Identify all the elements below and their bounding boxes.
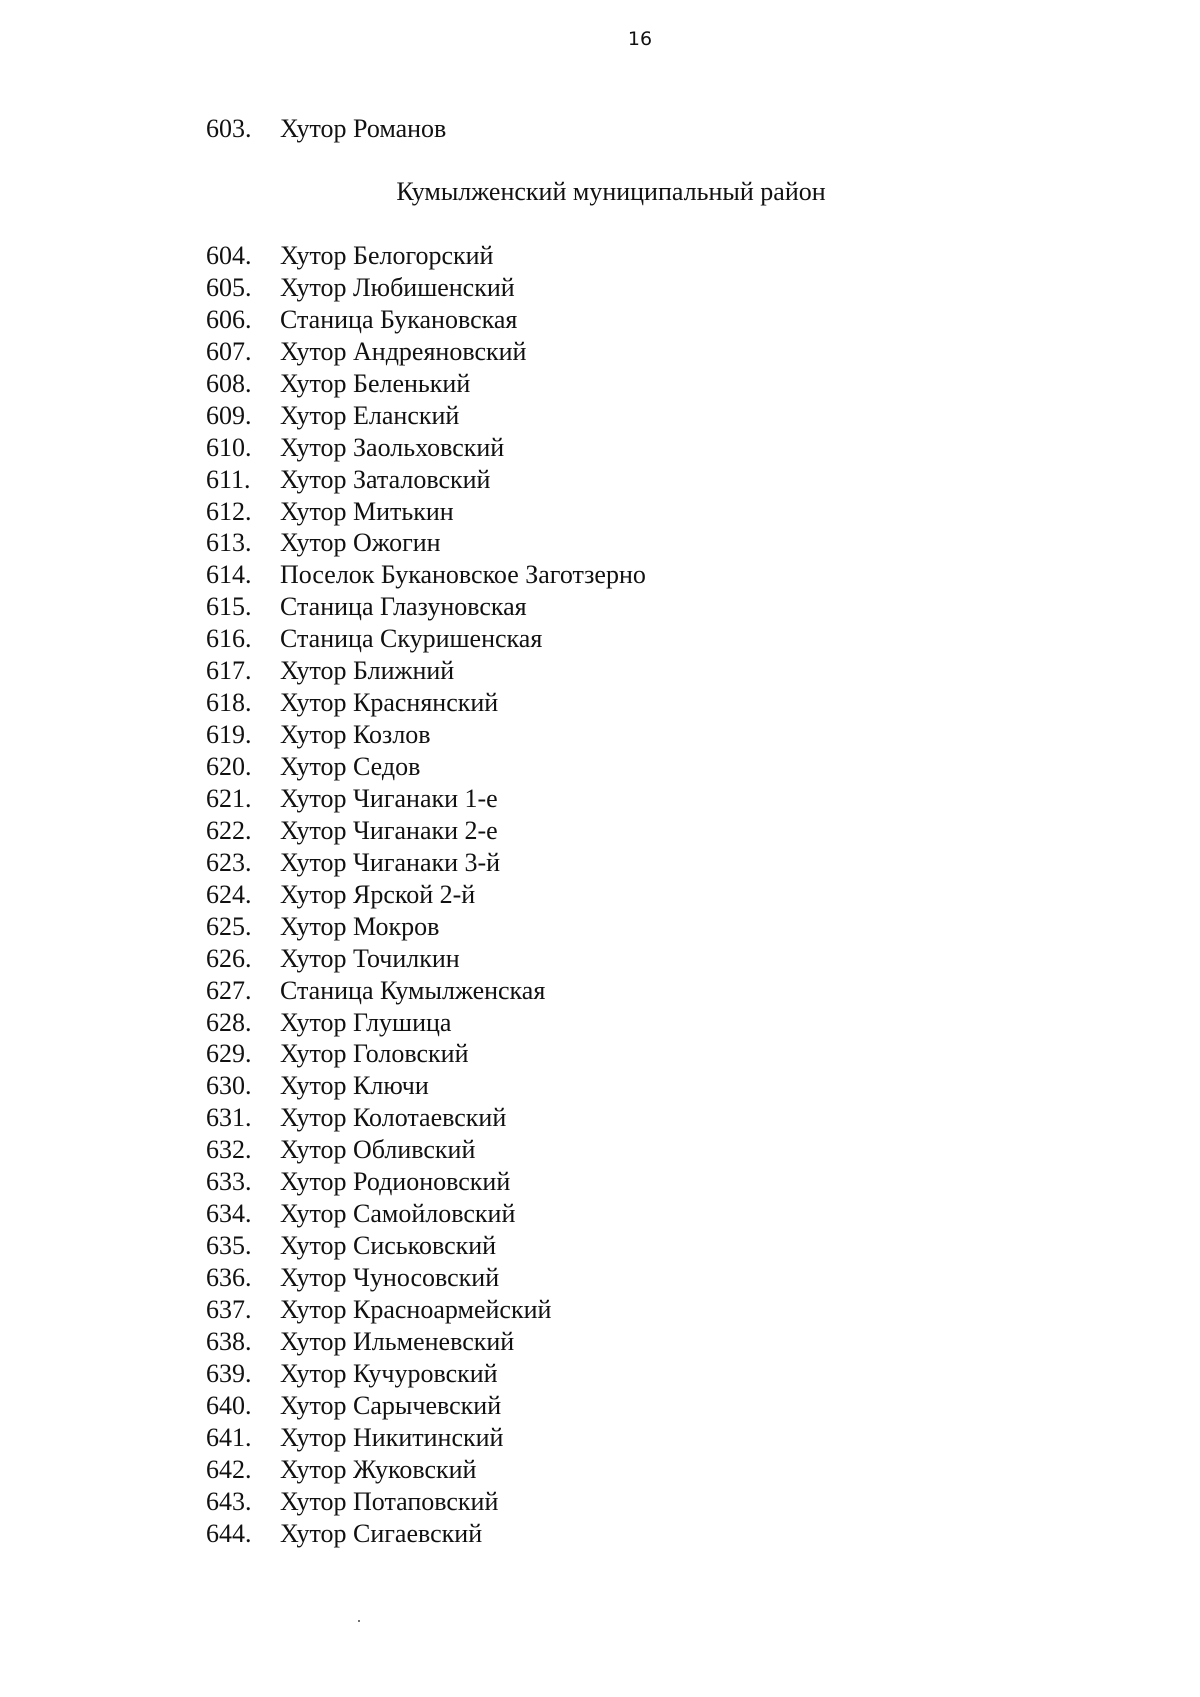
entry-name: Хутор Еланский bbox=[280, 400, 460, 430]
entry-number: 642. bbox=[206, 1454, 252, 1484]
list-item bbox=[206, 1422, 646, 1454]
list-item bbox=[206, 1230, 646, 1262]
list-item bbox=[206, 1134, 646, 1166]
list-item bbox=[206, 623, 646, 655]
entry-number: 611. bbox=[206, 464, 251, 494]
entry-number: 617. bbox=[206, 656, 252, 686]
entry-number: 605. bbox=[206, 272, 252, 302]
entry-number: 626. bbox=[206, 943, 252, 973]
list-item bbox=[206, 687, 646, 719]
entry-number: 606. bbox=[206, 304, 252, 334]
section-title: Кумылженский муниципальный район bbox=[396, 177, 826, 206]
list-item bbox=[206, 559, 646, 591]
entry-number: 614. bbox=[206, 560, 252, 590]
list-item bbox=[206, 719, 646, 751]
entry-number: 607. bbox=[206, 336, 252, 366]
entry-name: Хутор Чиганаки 1-е bbox=[280, 783, 498, 813]
entry-number: 641. bbox=[206, 1422, 252, 1452]
entry-name: Хутор Жуковский bbox=[280, 1454, 477, 1484]
entry-name: Станица Глазуновская bbox=[280, 592, 527, 622]
entry-number: 621. bbox=[206, 783, 252, 813]
entry-name: Хутор Заталовский bbox=[280, 464, 491, 494]
entry-number: 610. bbox=[206, 432, 252, 462]
entry-name: Хутор Головский bbox=[280, 1039, 469, 1069]
entry-name: Хутор Белогорский bbox=[280, 241, 494, 270]
entry-number: 644. bbox=[206, 1518, 252, 1548]
list-item bbox=[206, 1486, 646, 1518]
entry-name: Хутор Красноармейский bbox=[280, 1294, 552, 1324]
list-item bbox=[206, 943, 646, 975]
entry-name: Хутор Беленький bbox=[280, 368, 471, 398]
entry-number: 637. bbox=[206, 1294, 252, 1324]
entry-number: 603. bbox=[206, 114, 252, 143]
entry-number: 630. bbox=[206, 1071, 252, 1101]
entry-number: 639. bbox=[206, 1358, 252, 1388]
entry-name: Хутор Колотаевский bbox=[280, 1103, 507, 1133]
list-item bbox=[206, 879, 646, 911]
entry-name: Хутор Краснянский bbox=[280, 688, 499, 718]
entry-name: Хутор Чуносовский bbox=[280, 1263, 500, 1292]
entry-name: Хутор Любишенский bbox=[280, 272, 515, 302]
entry-name: Хутор Сарычевский bbox=[280, 1390, 502, 1420]
list-item bbox=[206, 1294, 646, 1326]
scan-speck bbox=[358, 1620, 360, 1622]
entry-name: Хутор Точилкин bbox=[280, 943, 460, 973]
list-item bbox=[206, 1454, 646, 1486]
entry-number: 624. bbox=[206, 879, 252, 909]
entry-name: Поселок Букановское Заготзерно bbox=[280, 560, 646, 590]
list-item bbox=[206, 114, 446, 144]
list-item bbox=[206, 1358, 646, 1390]
entry-number: 627. bbox=[206, 975, 252, 1005]
entry-number: 625. bbox=[206, 911, 252, 941]
entry-number: 615. bbox=[206, 592, 252, 622]
entry-name: Хутор Мокров bbox=[280, 911, 440, 941]
entry-name: Станица Букановская bbox=[280, 304, 518, 334]
entry-name: Хутор Самойловский bbox=[280, 1199, 516, 1229]
entry-number: 636. bbox=[206, 1263, 252, 1292]
list-item bbox=[206, 1007, 646, 1039]
entry-name: Хутор Ярской 2-й bbox=[280, 879, 476, 909]
entry-name: Хутор Андреяновский bbox=[280, 336, 527, 366]
list-item bbox=[206, 240, 646, 272]
entry-name: Хутор Ключи bbox=[280, 1071, 429, 1101]
list-item bbox=[206, 751, 646, 783]
list-item bbox=[206, 783, 646, 815]
entry-number: 634. bbox=[206, 1199, 252, 1229]
entry-number: 608. bbox=[206, 368, 252, 398]
list-item bbox=[206, 1262, 646, 1294]
entry-number: 604. bbox=[206, 241, 252, 270]
list-item bbox=[206, 336, 646, 368]
entry-number: 628. bbox=[206, 1007, 252, 1037]
list-item bbox=[206, 1038, 646, 1070]
list-item bbox=[206, 1518, 646, 1550]
list-item bbox=[206, 1166, 646, 1198]
entry-name: Хутор Обливский bbox=[280, 1135, 476, 1165]
list-item bbox=[206, 591, 646, 623]
entry-name: Хутор Глушица bbox=[280, 1007, 452, 1037]
list-item bbox=[206, 432, 646, 464]
list-item bbox=[206, 527, 646, 559]
settlement-list bbox=[206, 240, 646, 1549]
entry-number: 635. bbox=[206, 1231, 252, 1261]
list-item bbox=[206, 464, 646, 496]
list-item bbox=[206, 1390, 646, 1422]
entry-name: Хутор Чиганаки 3-й bbox=[280, 847, 501, 877]
list-item bbox=[206, 272, 646, 304]
entry-number: 643. bbox=[206, 1486, 252, 1516]
entry-number: 619. bbox=[206, 720, 252, 750]
entry-name: Хутор Потаповский bbox=[280, 1486, 499, 1516]
list-item bbox=[206, 304, 646, 336]
entry-name: Хутор Родионовский bbox=[280, 1167, 511, 1197]
entry-name: Хутор Заольховский bbox=[280, 432, 505, 462]
list-item bbox=[206, 1326, 646, 1358]
list-item bbox=[206, 847, 646, 879]
entry-name: Хутор Романов bbox=[280, 114, 447, 143]
entry-number: 613. bbox=[206, 528, 252, 558]
entry-number: 623. bbox=[206, 847, 252, 877]
entry-number: 609. bbox=[206, 400, 252, 430]
entry-name: Хутор Сигаевский bbox=[280, 1518, 483, 1548]
entry-name: Хутор Седов bbox=[280, 752, 421, 781]
page-number: 16 bbox=[627, 28, 653, 50]
list-item bbox=[206, 1070, 646, 1102]
list-item bbox=[206, 815, 646, 847]
entry-name: Станица Кумылженская bbox=[280, 975, 546, 1005]
entry-number: 618. bbox=[206, 688, 252, 718]
entry-number: 622. bbox=[206, 815, 252, 845]
entry-number: 638. bbox=[206, 1326, 252, 1356]
entry-name: Хутор Ожогин bbox=[280, 528, 441, 558]
entry-name: Хутор Кучуровский bbox=[280, 1358, 498, 1388]
list-item bbox=[206, 1102, 646, 1134]
entry-number: 632. bbox=[206, 1135, 252, 1165]
entry-number: 640. bbox=[206, 1390, 252, 1420]
list-item bbox=[206, 400, 646, 432]
entry-number: 612. bbox=[206, 496, 252, 526]
list-item bbox=[206, 496, 646, 528]
list-item bbox=[206, 975, 646, 1007]
list-item bbox=[206, 1198, 646, 1230]
entry-number: 616. bbox=[206, 624, 252, 654]
entry-number: 633. bbox=[206, 1167, 252, 1197]
entry-name: Станица Скуришенская bbox=[280, 624, 543, 654]
entry-name: Хутор Никитинский bbox=[280, 1422, 504, 1452]
entry-number: 631. bbox=[206, 1103, 252, 1133]
list-item bbox=[206, 655, 646, 687]
entry-name: Хутор Чиганаки 2-е bbox=[280, 815, 498, 845]
entry-name: Хутор Сиськовский bbox=[280, 1231, 497, 1261]
entry-name: Хутор Ближний bbox=[280, 656, 455, 686]
entry-name: Хутор Козлов bbox=[280, 720, 431, 750]
entry-name: Хутор Ильменевский bbox=[280, 1326, 515, 1356]
list-item bbox=[206, 368, 646, 400]
entry-number: 629. bbox=[206, 1039, 252, 1069]
entry-name: Хутор Митькин bbox=[280, 496, 454, 526]
entry-number: 620. bbox=[206, 752, 252, 781]
list-item bbox=[206, 911, 646, 943]
